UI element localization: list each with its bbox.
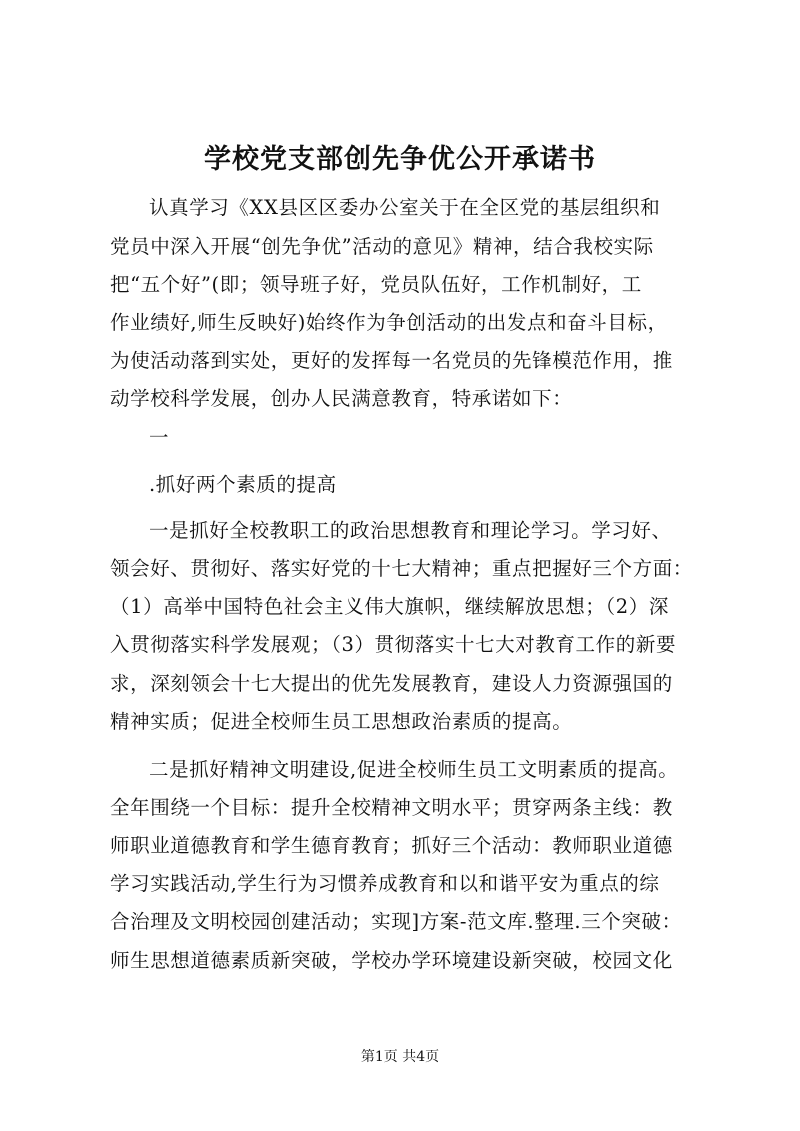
section-heading: .抓好两个素质的提高 <box>149 473 337 496</box>
text-line: （1）高举中国特色社会主义伟大旗帜，继续解放思想；（2）深 <box>110 595 669 618</box>
text-line: 全年围绕一个目标：提升全校精神文明水平；贯穿两条主线：教 <box>110 796 673 819</box>
text-line: 认真学习《XX县区区委办公室关于在全区党的基层组织和 <box>149 196 661 219</box>
text-line: 学习实践活动,学生行为习惯养成教育和以和谐平安为重点的综 <box>110 872 660 895</box>
text-line: 入贯彻落实科学发展观；（3）贯彻落实十七大对教育工作的新要 <box>110 633 677 656</box>
text-line: 一是抓好全校教职工的政治思想教育和理论学习。学习好、 <box>149 519 672 542</box>
text-line: 把“五个好”(即；领导班子好，党员队伍好，工作机制好，工 <box>110 273 642 296</box>
text-line: 合治理及文明校园创建活动；实现]方案-范文库.整理.三个突破： <box>110 910 682 933</box>
text-line: 作业绩好,师生反映好)始终作为争创活动的出发点和奋斗目标， <box>110 311 668 334</box>
text-line: 二是抓好精神文明建设,促进全校师生员工文明素质的提高。 <box>149 758 679 781</box>
text-line: 领会好、贯彻好、落实好党的十七大精神；重点把握好三个方面： <box>110 557 693 580</box>
text-line: 为使活动落到实处，更好的发挥每一名党员的先锋模范作用，推 <box>110 349 673 372</box>
section-number: 一 <box>149 426 170 449</box>
text-line: 动学校科学发展，创办人民满意教育，特承诺如下： <box>110 387 573 410</box>
text-line: 精神实质；促进全校师生员工思想政治素质的提高。 <box>110 710 573 733</box>
page-number: 第1页 共4页 <box>360 1049 440 1065</box>
text-line: 师生思想道德素质新突破，学校办学环境建设新突破，校园文化 <box>110 949 673 972</box>
text-line: 求，深刻领会十七大提出的优先发展教育，建设人力资源强国的 <box>110 672 673 695</box>
text-line: 师职业道德教育和学生德育教育；抓好三个活动：教师职业道德 <box>110 834 673 857</box>
document-title: 学校党支部创先争优公开承诺书 <box>204 144 596 175</box>
text-line: 党员中深入开展“创先争优”活动的意见》精神，结合我校实际 <box>110 235 654 258</box>
